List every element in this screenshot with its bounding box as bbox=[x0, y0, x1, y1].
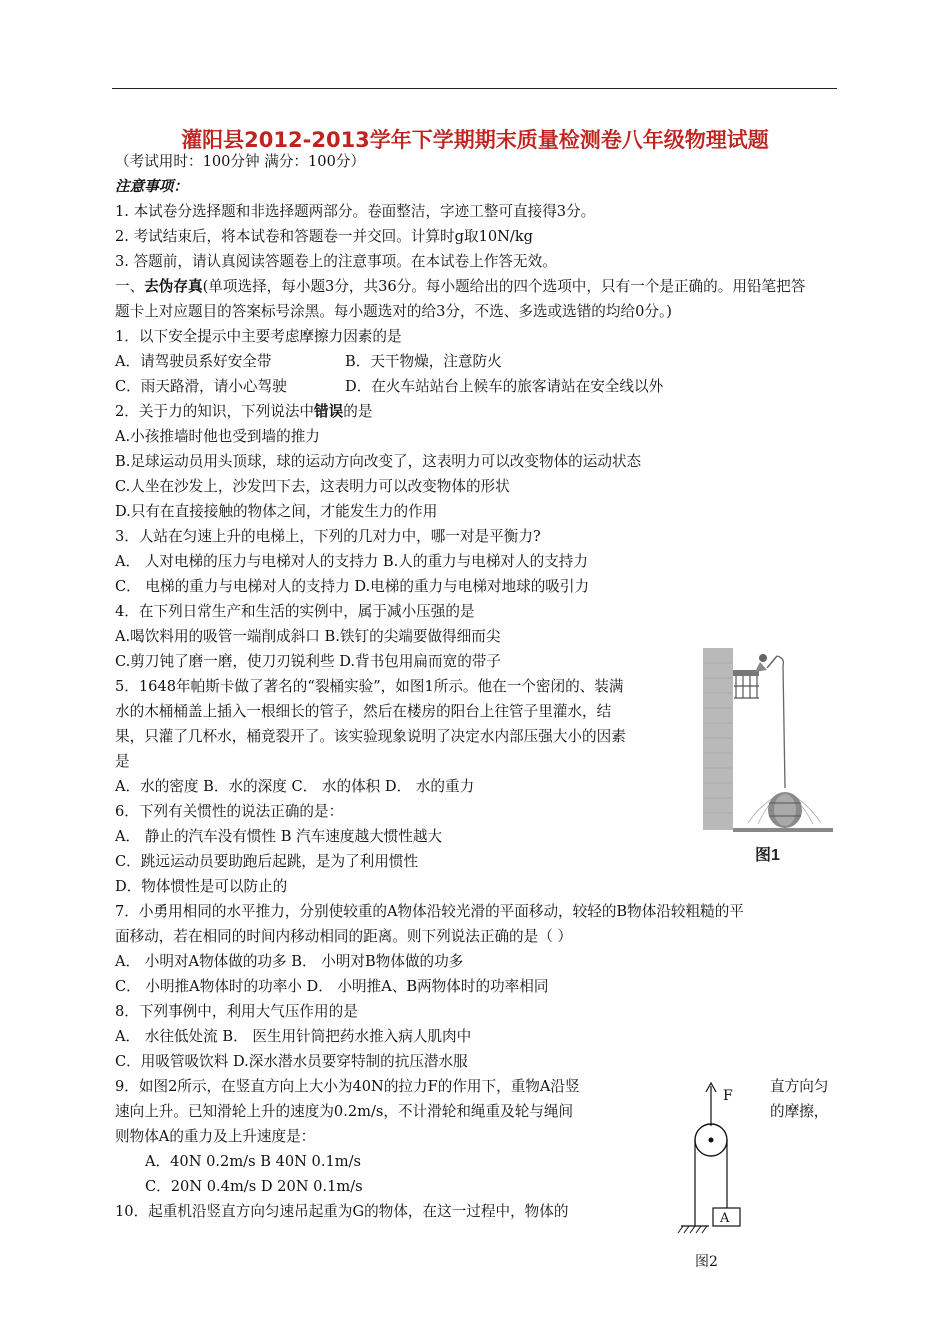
exam-info: （考试用时：100分钟 满分：100分） bbox=[115, 153, 366, 170]
note-item: 1. 本试卷分选择题和非选择题两部分。卷面整洁，字迹工整可直接得3分。 bbox=[115, 203, 596, 220]
option-d: D．在火车站站台上候车的旅客请站在安全线以外 bbox=[345, 378, 664, 395]
stem-text: 的是 bbox=[343, 403, 373, 420]
section-heading bbox=[115, 277, 805, 297]
option-c: C．雨天路滑，请小心驾驶 bbox=[115, 378, 287, 395]
question-stem: 1．以下安全提示中主要考虑摩擦力因素的是 bbox=[115, 328, 402, 345]
option-cd: C． 小明推A物体时的功率小 D． 小明推A、B两物体时的功率相同 bbox=[115, 978, 549, 995]
option-a: A．请驾驶员系好安全带 bbox=[115, 353, 272, 370]
option-b: B．天干物燥，注意防火 bbox=[345, 353, 502, 370]
notes-heading: 注意事项： bbox=[115, 178, 188, 195]
question-stem: 是 bbox=[115, 753, 130, 770]
figure-2-pulley bbox=[673, 1078, 763, 1268]
note-item: 3. 答题前，请认真阅读答题卷上的注意事项。在本试卷上作答无效。 bbox=[115, 253, 557, 270]
section-name: 去伪存真 bbox=[144, 278, 203, 295]
note-item: 2. 考试结束后，将本试卷和答题卷一并交回。计算时g取10N/kg bbox=[115, 228, 534, 245]
header-rule bbox=[112, 88, 837, 89]
figure-1-caption: 图1 bbox=[755, 847, 780, 864]
option-b: B.足球运动员用头顶球，球的运动方向改变了，这表明力可以改变物体的运动状态 bbox=[115, 453, 642, 470]
question-stem: 5．1648年帕斯卡做了著名的“裂桶实验”，如图1所示。他在一个密闭的、装满 bbox=[115, 678, 624, 695]
question-stem: 水的木桶桶盖上插入一根细长的管子，然后在楼房的阳台上往管子里灌水，结 bbox=[115, 703, 612, 720]
question-stem: 8．下列事例中，利用大气压作用的是 bbox=[115, 1003, 358, 1020]
question-stem: 3．人站在匀速上升的电梯上，下列的几对力中，哪一对是平衡力? bbox=[115, 528, 541, 545]
question-stem: 4．在下列日常生产和生活的实例中，属于减小压强的是 bbox=[115, 603, 475, 620]
stem-text: 2．关于力的知识，下列说法中 bbox=[115, 403, 315, 420]
question-stem-cont: 直方向匀 bbox=[770, 1078, 829, 1095]
option-ab: A． 小明对A物体做的功多 B． 小明对B物体做的功多 bbox=[115, 953, 464, 970]
option-cd: C.剪刀钝了磨一磨，使刀刃锐利些 D.背书包用扁而宽的带子 bbox=[115, 653, 501, 670]
option-ab: A． 人对电梯的压力与电梯对人的支持力 B.人的重力与电梯对人的支持力 bbox=[115, 553, 588, 570]
section-instructions: (单项选择，每小题3分，共36分。每小题给出的四个选项中，只有一个是正确的。用铅笔把答 bbox=[202, 278, 806, 295]
question-stem: 9．如图2所示，在竖直方向上大小为40N的拉力F的作用下，重物A沿竖 bbox=[115, 1078, 580, 1095]
option-c: C.人坐在沙发上，沙发凹下去，这表明力可以改变物体的形状 bbox=[115, 478, 510, 495]
block-label: A bbox=[720, 1211, 730, 1226]
question-stem: 10．起重机沿竖直方向匀速吊起重为G的物体，在这一过程中，物体的 bbox=[115, 1203, 569, 1220]
option-ab: A.喝饮料用的吸管一端削成斜口 B.铁钉的尖端要做得细而尖 bbox=[115, 628, 501, 645]
option-cd: C．用吸管吸饮料 D.深水潜水员要穿特制的抗压潜水服 bbox=[115, 1053, 468, 1070]
option-cd: C．20N 0.4m/s D 20N 0.1m/s bbox=[145, 1178, 363, 1195]
option-ab: A． 静止的汽车没有惯性 B 汽车速度越大惯性越大 bbox=[115, 828, 443, 845]
question-stem: 7．小勇用相同的水平推力，分别使较重的A物体沿较光滑的平面移动，较轻的B物体沿较粗糙的平 bbox=[115, 903, 744, 920]
figure-2-caption: 图2 bbox=[695, 1254, 718, 1268]
section-instructions-cont: 题卡上对应题目的答案标号涂黑。每小题选对的给3分，不选、多选或选错的均给0分。) bbox=[115, 303, 672, 320]
option-d: D.只有在直接接触的物体之间，才能发生力的作用 bbox=[115, 503, 438, 520]
force-label: F bbox=[723, 1088, 733, 1104]
option-a: A.小孩推墙时他也受到墙的推力 bbox=[115, 428, 320, 445]
stem-emphasis: 错误 bbox=[314, 403, 344, 420]
question-stem: 面移动，若在相同的时间内移动相同的距离。则下列说法正确的是（ ） bbox=[115, 928, 573, 945]
question-stem-cont: 的摩擦， bbox=[770, 1103, 829, 1120]
question-stem: 则物体A的重力及上升速度是： bbox=[115, 1128, 316, 1145]
option-ab: A．40N 0.2m/s B 40N 0.1m/s bbox=[145, 1153, 361, 1170]
option-c: C．跳远运动员要助跑后起跳，是为了利用惯性 bbox=[115, 853, 419, 870]
section-prefix: 一、 bbox=[115, 278, 145, 295]
option-d: D．物体惯性是可以防止的 bbox=[115, 878, 288, 895]
options: A．水的密度 B．水的深度 C． 水的体积 D． 水的重力 bbox=[115, 778, 475, 795]
option-cd: C． 电梯的重力与电梯对人的支持力 D.电梯的重力与电梯对地球的吸引力 bbox=[115, 578, 590, 595]
question-stem: 6．下列有关惯性的说法正确的是： bbox=[115, 803, 344, 820]
page-title: 灌阳县2012-2013学年下学期期末质量检测卷八年级物理试题 bbox=[181, 128, 769, 152]
figure-1-barrel-experiment bbox=[703, 648, 833, 868]
question-stem: 速向上升。已知滑轮上升的速度为0.2m/s，不计滑轮和绳重及轮与绳间 bbox=[115, 1103, 574, 1120]
question-stem bbox=[115, 402, 372, 422]
question-stem: 果，只灌了几杯水，桶竟裂开了。该实验现象说明了决定水内部压强大小的因素 bbox=[115, 728, 626, 745]
option-ab: A． 水往低处流 B． 医生用针筒把药水推入病人肌肉中 bbox=[115, 1028, 472, 1045]
